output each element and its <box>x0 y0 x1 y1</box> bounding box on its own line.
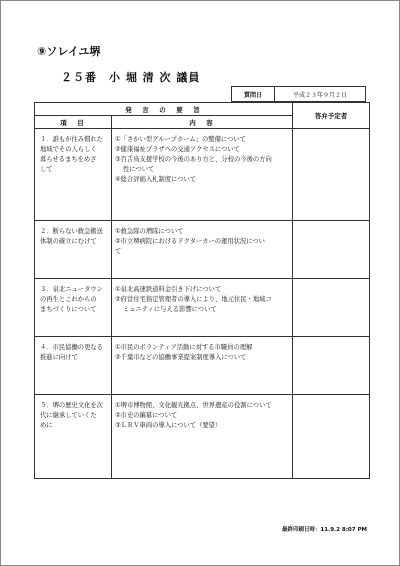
item-column-header: 項 目 <box>35 116 112 129</box>
content-line: ②市史の編纂について <box>115 412 178 419</box>
question-date-value: 平成２３年９月２日 <box>275 87 366 102</box>
content-line: ②健康福祉プラザへの交通アクセスについて <box>115 146 240 153</box>
statement-table <box>34 102 370 479</box>
row-respondent <box>293 337 370 395</box>
content-line: ②府営住宅指定管理者の導入により、地元住民・地域コ <box>115 296 272 303</box>
row-respondent <box>293 395 370 479</box>
speaker-name: ２５番 小 堀 清 次 議員 <box>61 71 201 84</box>
content-line: ①堺市博物館、文化観光拠点、世界遺産の役割について <box>115 402 272 409</box>
statement-rows <box>35 129 370 479</box>
row-content <box>112 221 293 279</box>
content-line: ミュニティに与える影響について <box>123 306 217 313</box>
row-respondent <box>293 221 370 279</box>
question-date-box <box>231 86 366 102</box>
table-row <box>35 129 370 221</box>
row-item: ４．市民協働の更なる 推進に向けて <box>35 337 112 395</box>
content-line: ①泉北高速鉄道料金引き下げについて <box>115 286 222 293</box>
content-line: 性について <box>123 166 155 173</box>
content-line: ③ＬＲＶ車両の導入について（要望） <box>115 422 222 429</box>
row-respondent <box>293 129 370 221</box>
statement-summary-header: 発 言 の 要 旨 <box>35 103 293 116</box>
content-line: ②市立堺病院におけるドクターカーの運用状況につい <box>115 238 265 245</box>
content-line: ①「さかい型グループホーム」の整備について <box>115 136 246 143</box>
section-heading: ⑨ソレイユ堺 <box>37 45 101 58</box>
last-print-timestamp: 最終印刷日時：11.9.2 8:07 PM <box>281 527 367 533</box>
table-row <box>35 337 370 395</box>
row-item: ３．泉北ニュータウン の再生とこれからの まちづくりについて <box>35 279 112 337</box>
row-content <box>112 395 293 479</box>
content-line: ④総合評価入札制度について <box>115 176 197 183</box>
question-date-label: 質問日 <box>232 87 275 102</box>
row-item: ２．断らない救急搬送 体制の確立にむけて <box>35 221 112 279</box>
content-line: て <box>115 248 122 255</box>
content-line: ②千葉市などの協働事業提案制度導入について <box>115 354 247 361</box>
content-line: ③百舌鳥支援学校の今後のあり方と、分校の今後の方向 <box>115 156 272 163</box>
respondent-header: 答弁予定者 <box>293 103 370 129</box>
content-column-header: 内 容 <box>112 116 293 129</box>
row-item: ５．堺の歴史文化を次 代に継承していくた めに <box>35 395 112 479</box>
row-content <box>112 337 293 395</box>
row-content <box>112 129 293 221</box>
table-row <box>35 279 370 337</box>
content-line: ①市民のボランティア活動に対する市職員の理解 <box>115 344 253 351</box>
row-item: １．誰もが住み慣れた 地域でその人らしく 暮らせるまちをめざ して <box>35 129 112 221</box>
content-line: ①救急隊の増隊について <box>115 228 184 235</box>
row-respondent <box>293 279 370 337</box>
table-row <box>35 395 370 479</box>
table-row <box>35 221 370 279</box>
row-content <box>112 279 293 337</box>
